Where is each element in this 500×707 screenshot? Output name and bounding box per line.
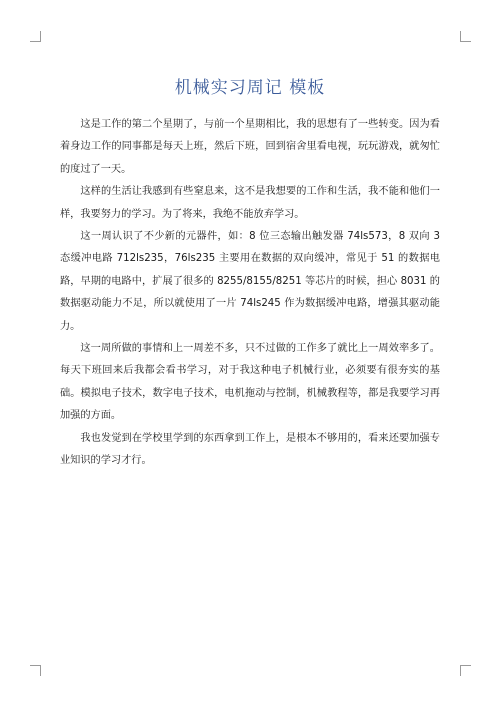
crop-mark-bottom-left (30, 665, 41, 676)
paragraph: 这一周所做的事情和上一周差不多，只不过做的工作多了就比上一周效率多了。每天下班回来后我都会看书学习，对于我这种电子机械行业，必须要有很夯实的基础。模拟电子技术，数字电子技术，电机拖动与控制，机械教程等，都是我要学习再加强的方面。 (60, 343, 440, 422)
document-title: 机械实习周记 模板 (174, 78, 326, 99)
paragraph: 我也发觉到在学校里学到的东西拿到工作上，是根本不够用的，看来还要加强专业知识的学习才行。 (60, 432, 440, 467)
crop-mark-bottom-right (460, 665, 471, 676)
crop-mark-top-right (460, 31, 471, 42)
paragraph: 这是工作的第二个星期了，与前一个星期相比，我的思想有了一些转变。因为看着身边工作的同事都是每天上班，然后下班，回到宿舍里看电视，玩玩游戏，就匆忙的度过了一天。 (60, 119, 440, 175)
paragraph: 这一周认识了不少新的元器件，如：8 位三态输出触发器 74ls573，8 双向 3 态缓冲电路 712ls235，76ls235 主要用在数据的双向缓冲，常见于 51 的数据电路，早期的电路中，扩展了很多的 8255/8155/8251 等芯片的时候，担心 8031 的数据驱动能力不足，所以就使用了一片 74ls245 作为数据缓冲电路，增强其驱动能力。 (60, 231, 440, 332)
paragraph: 这样的生活让我感到有些窒息来，这不是我想要的工作和生活，我不能和他们一样，我要努力的学习。为了将来，我绝不能放弃学习。 (60, 186, 440, 220)
crop-mark-top-left (30, 31, 41, 42)
document-body (60, 114, 440, 473)
